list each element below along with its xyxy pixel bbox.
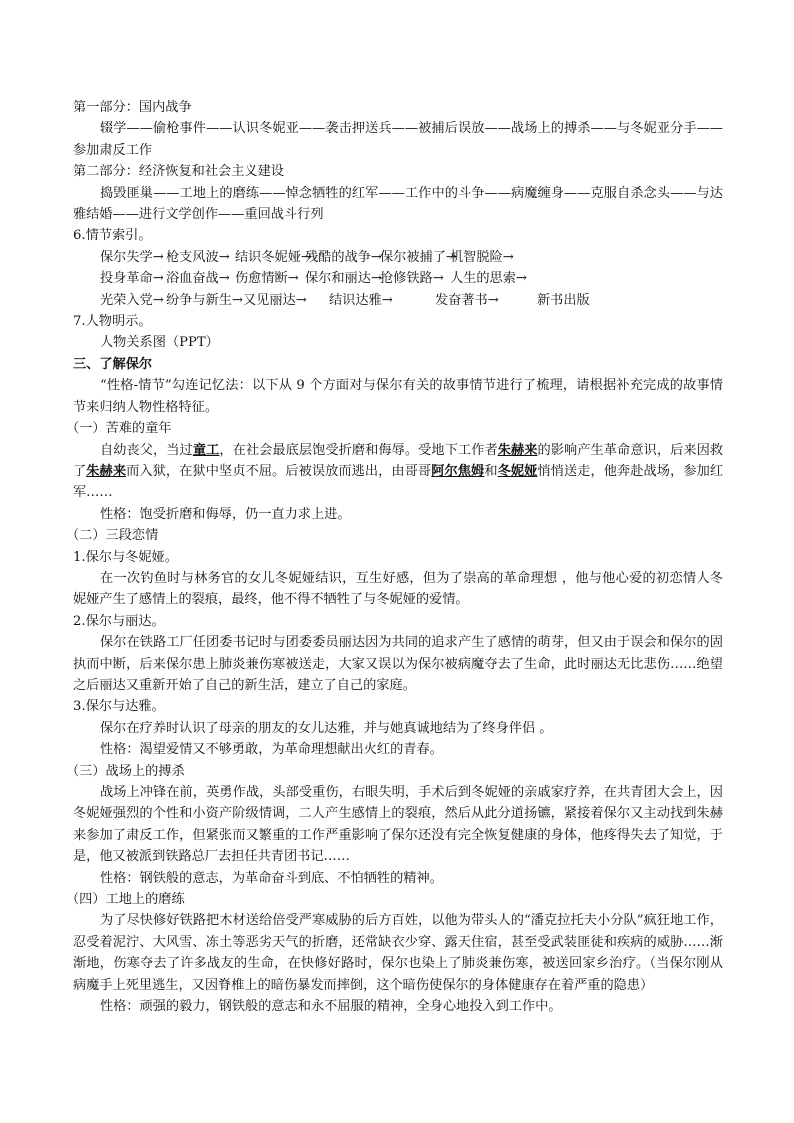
s1-trait: 性格：饱受折磨和侮辱，仍一直力求上进。: [100, 506, 351, 522]
section3-title: 三、了解保尔: [73, 356, 153, 372]
index-item: 保尔被捕了→: [380, 249, 457, 265]
s2-3-title: 3.保尔与达雅。: [73, 699, 165, 715]
index-row-3: [73, 290, 723, 311]
index-item: 纷争与新生→: [166, 292, 243, 308]
part2-title: 第二部分：经济恢复和社会主义建设: [73, 164, 284, 180]
s1-text-part: 自幼丧父，当过: [100, 442, 193, 458]
s2-1-text: 在一次钓鱼时与林务官的女儿冬妮娅结识，互生好感，但为了崇高的革命理想 ，他与他心爱的初恋情人冬妮娅产生了感情上的裂痕，最终，他不得不牺牲了与冬妮娅的爱情。: [73, 570, 723, 608]
s1-text-part: 的影响产生革命意识，后来因救了: [73, 442, 724, 479]
s1-text-part: 悄悄送走，他奔赴战场，参加红军……: [73, 463, 724, 501]
s3-text: 战场上冲锋在前，英勇作战，头部受重伤，右眼失明，手术后到冬妮娅的亲戚家疗养，在共青团大会上，因冬妮娅强烈的个性和小资产阶级情调，二人产生感情上的裂痕，然后从此分道扬镳，紧接着保尔又主动找到朱赫来参加了肃反工作，但紧张而又繁重的工作严重影响了保尔还没有完全恢复健康的身体，他疼得失去了知觉，于是，他又被派到铁路总厂去担任共青团书记……: [73, 785, 723, 865]
index-item: 机智脱险→: [450, 249, 514, 265]
index-item: 浴血奋战→: [166, 271, 230, 287]
s3-trait: 性格：钢铁般的意志，为革命奋斗到底、不怕牺牲的精神。: [100, 870, 443, 886]
s3-title: （三）战场上的搏杀: [66, 763, 185, 779]
index-item: 保尔失学→: [100, 249, 164, 265]
s4-title: （四）工地上的磨练: [66, 892, 185, 908]
item7-title: 7.人物明示。: [73, 314, 152, 330]
index-item: 又见丽达→: [243, 292, 307, 308]
s1-keyword: 阿尔焦姆: [431, 463, 485, 479]
index-item: 伤愈情断→: [235, 271, 299, 287]
s4-trait: 性格：顽强的毅力，钢铁般的意志和永不屈服的精神，全身心地投入到工作中。: [100, 999, 562, 1015]
document-page: [66, 97, 724, 1017]
s1-text-part: 和: [484, 463, 498, 479]
index-item: 新书出版: [537, 292, 590, 308]
index-row-2: [73, 268, 723, 289]
s2-trait: 性格：渴望爱情又不够勇敢，为革命理想献出火红的青春。: [100, 742, 443, 758]
s1-keyword: 朱赫来: [86, 463, 127, 479]
index-item: 发奋著书→: [435, 292, 499, 308]
s2-2-title: 2.保尔与丽达。: [73, 613, 165, 629]
s1-text-part: ，在社会最底层饱受折磨和侮辱。受地下工作者: [219, 442, 498, 458]
index-item: 枪支风波→: [166, 249, 230, 265]
index-row-1: [73, 247, 723, 268]
s1-keyword: 朱赫来: [497, 442, 538, 458]
section3-intro: “性格-情节”勾连记忆法：以下从 9 个方面对与保尔有关的故事情节进行了梳理，请根据补充完成的故事情节来归纳人物性格特征。: [73, 378, 723, 415]
part2-text: 捣毁匪巢——工地上的磨练——悼念牺牲的红军——工作中的斗争——病魔缠身——克服自杀念头——与达雅结婚——进行文学创作——重回战斗行列: [73, 185, 723, 223]
index-item: 抢修铁路→: [380, 271, 444, 287]
s2-1-title: 1.保尔与冬妮娅。: [73, 549, 178, 565]
index-item: 投身革命→: [100, 271, 164, 287]
s1-keyword: 冬妮娅: [497, 463, 538, 479]
item7-text: 人物关系图（PPT）: [100, 335, 219, 351]
s2-3-text: 保尔在疗养时认识了母亲的朋友的女儿达雅，并与她真诚地结为了终身伴侣 。: [100, 720, 553, 736]
part1-text: 辍学——偷枪事件——认识冬妮亚——袭击押送兵——被捕后误放——战场上的搏杀——与冬妮亚分手——参加肃反工作: [73, 121, 723, 158]
part1-title: 第一部分：国内战争: [73, 100, 192, 115]
index-item: 光荣入党→: [100, 292, 164, 308]
s1-title: （一）苦难的童年: [66, 421, 172, 437]
item6-title: 6.情节索引。: [73, 228, 152, 244]
index-item: 结识冬妮娅→: [235, 249, 312, 265]
s2-2-text: 保尔在铁路工厂任团委书记时与团委委员丽达因为共同的追求产生了感情的萌芽，但又由于误会和保尔的固执而中断，后来保尔患上肺炎兼伤寒被送走，大家又误以为保尔被病魔夺去了生命，此时丽达无比悲伤……绝望之后丽达又重新开始了自己的新生活，建立了自己的家庭。: [73, 635, 723, 693]
s1-text: [73, 440, 723, 504]
index-item: 人生的思索→: [450, 271, 527, 287]
s2-title: （二）三段恋情: [66, 528, 159, 544]
s1-text-part: 而入狱，在狱中坚贞不屈。后被误放而逃出，由哥哥: [126, 463, 432, 479]
s1-keyword: 童工: [192, 442, 220, 458]
index-item: 结识达雅→: [329, 292, 393, 308]
s4-text: 为了尽快修好铁路把木材送给倍受严寒威胁的后方百姓，以他为带头人的“潘克拉托夫小分队”疯狂地工作，忍受着泥泞、大风雪、冻土等恶劣天气的折磨，还常缺衣少穿、露天住宿，甚至受武装匪徒和疾病的威胁……渐渐地，伤寒夺去了许多战友的生命，在快修好路时，保尔也染上了肺炎兼伤寒，被送回家乡治疗。（当保尔刚从病魔手上死里逃生，又因脊椎上的暗伤暴发而摔倒，这个暗伤使保尔的身体健康存在着严重的隐患）: [73, 913, 723, 993]
index-item: 残酷的战争→: [305, 249, 382, 265]
index-item: 保尔和丽达→: [305, 271, 382, 287]
